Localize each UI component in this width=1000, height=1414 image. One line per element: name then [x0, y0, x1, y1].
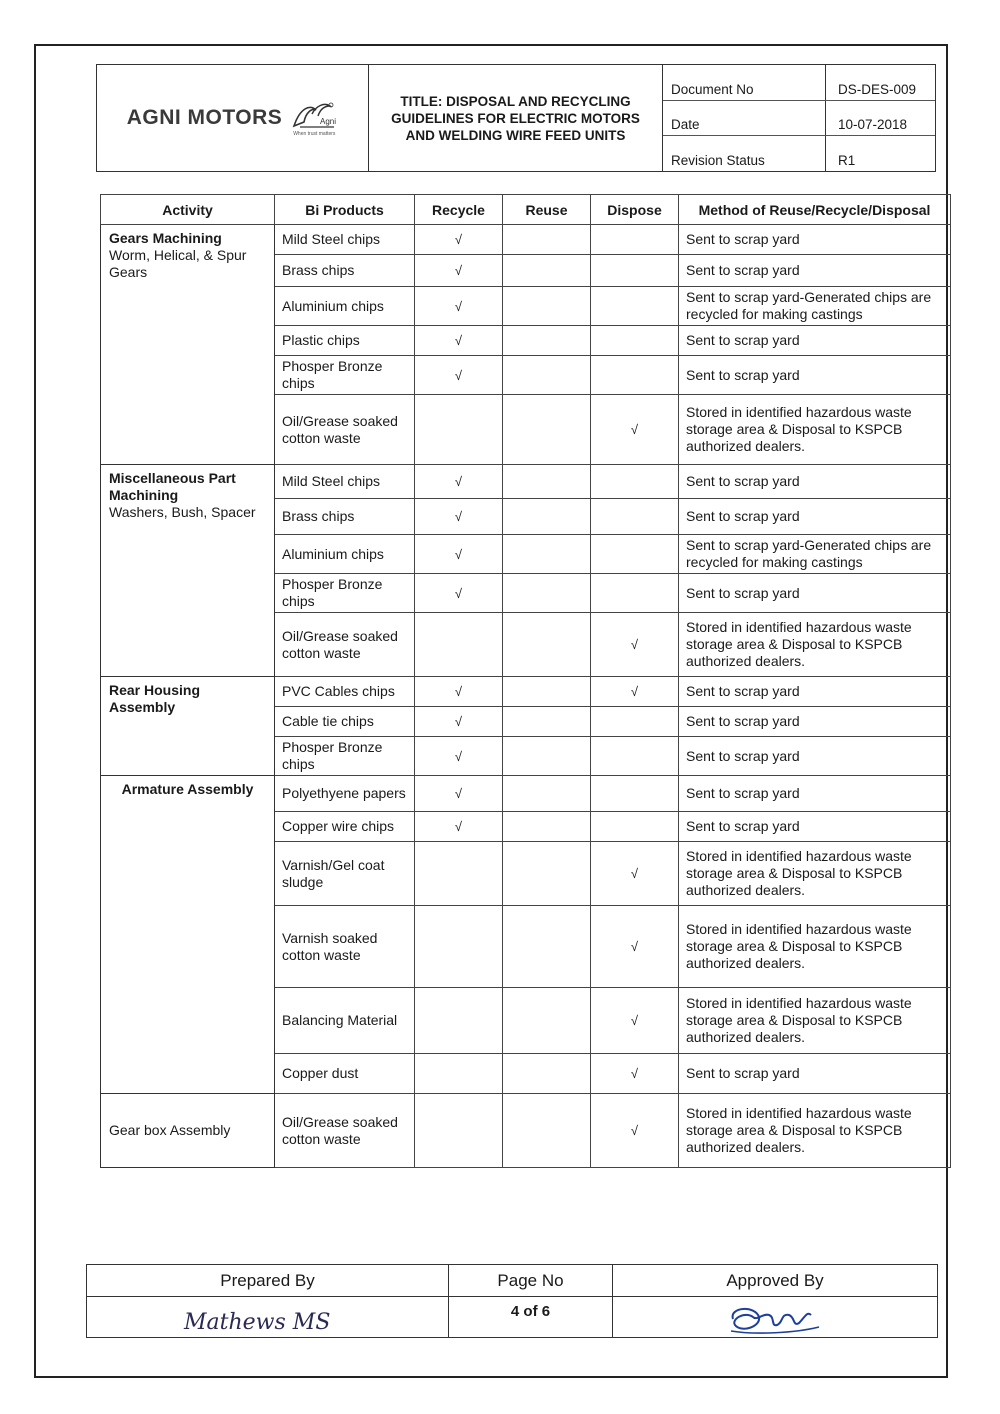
reuse-cell [503, 395, 591, 465]
page-no-value-area [449, 1297, 612, 1337]
reuse-cell [503, 677, 591, 707]
bi-product-cell: Varnish/Gel coat sludge [275, 842, 415, 906]
dispose-cell [591, 1054, 679, 1094]
meta-row-revision [663, 136, 935, 171]
meta-row-date [663, 101, 935, 137]
recycle-cell [415, 812, 503, 842]
check-mark-icon: √ [454, 546, 463, 562]
activity-cell [101, 465, 275, 677]
reuse-cell [503, 225, 591, 255]
method-cell: Sent to scrap yard [679, 499, 951, 535]
method-cell: Sent to scrap yard [679, 677, 951, 707]
page-no-label: Page No [449, 1265, 612, 1297]
dispose-cell [591, 287, 679, 326]
method-cell: Sent to scrap yard [679, 776, 951, 812]
recycle-cell [415, 356, 503, 395]
activity-cell [101, 225, 275, 465]
reuse-cell [503, 906, 591, 988]
method-cell: Stored in identified hazardous waste storage area & Disposal to KSPCB authorized dealers. [679, 988, 951, 1054]
dispose-cell [591, 1094, 679, 1168]
reuse-cell [503, 737, 591, 776]
check-mark-icon: √ [630, 866, 639, 881]
recycle-cell [415, 465, 503, 499]
dispose-cell [591, 499, 679, 535]
activity-title: Rear Housing Assembly [109, 682, 201, 715]
document-meta [663, 65, 935, 171]
check-mark-icon: √ [454, 474, 463, 489]
dispose-cell [591, 225, 679, 255]
check-mark-icon: √ [630, 1066, 639, 1081]
dispose-cell [591, 707, 679, 737]
activity-cell [101, 677, 275, 776]
method-cell: Stored in identified hazardous waste storage area & Disposal to KSPCB authorized dealers. [679, 906, 951, 988]
page-no-cell [449, 1265, 613, 1337]
meta-label: Revision Status [663, 136, 826, 171]
bi-product-cell: Balancing Material [275, 988, 415, 1054]
reuse-cell [503, 988, 591, 1054]
bi-product-cell: Aluminium chips [275, 535, 415, 574]
dispose-cell [591, 988, 679, 1054]
recycle-cell [415, 776, 503, 812]
check-mark-icon: √ [454, 263, 463, 278]
table-row [101, 677, 951, 707]
flame-logo-icon [290, 100, 338, 130]
method-cell: Sent to scrap yard [679, 574, 951, 613]
check-mark-icon: √ [454, 333, 463, 348]
bi-product-cell: Phosper Bronze chips [275, 574, 415, 613]
dispose-cell [591, 255, 679, 287]
column-header-method: Method of Reuse/Recycle/Disposal [679, 195, 951, 225]
check-mark-icon: √ [630, 1013, 639, 1028]
method-cell: Sent to scrap yard-Generated chips are recycled for making castings [679, 287, 951, 326]
reuse-cell [503, 574, 591, 613]
bi-product-cell: Brass chips [275, 255, 415, 287]
reuse-cell [503, 356, 591, 395]
method-cell: Sent to scrap yard [679, 812, 951, 842]
bi-product-cell: Polyethyene papers [275, 776, 415, 812]
logo-tagline: When trust matters [293, 130, 336, 137]
agni-logo-mark [290, 100, 338, 137]
dispose-cell [591, 812, 679, 842]
method-cell: Sent to scrap yard-Generated chips are recycled for making castings [679, 535, 951, 574]
reuse-cell [503, 812, 591, 842]
recycle-cell [415, 535, 503, 574]
prepared-by-signature-area [87, 1297, 448, 1337]
recycle-cell [415, 677, 503, 707]
dispose-cell [591, 842, 679, 906]
activity-title: Miscellaneous Part Machining [109, 470, 236, 503]
reuse-cell [503, 465, 591, 499]
approved-by-label: Approved By [613, 1265, 937, 1297]
dispose-cell [591, 677, 679, 707]
company-logo-cell [97, 65, 369, 171]
recycle-cell [415, 737, 503, 776]
dispose-cell [591, 356, 679, 395]
dispose-cell [591, 535, 679, 574]
method-cell: Sent to scrap yard [679, 737, 951, 776]
company-name: AGNI MOTORS [126, 106, 283, 129]
check-mark-icon: √ [454, 298, 463, 314]
bi-product-cell: Phosper Bronze chips [275, 737, 415, 776]
method-cell: Stored in identified hazardous waste storage area & Disposal to KSPCB authorized dealers. [679, 613, 951, 677]
recycle-cell [415, 255, 503, 287]
reuse-cell [503, 326, 591, 356]
reuse-cell [503, 535, 591, 574]
bi-product-cell: Mild Steel chips [275, 465, 415, 499]
method-cell: Stored in identified hazardous waste storage area & Disposal to KSPCB authorized dealers. [679, 395, 951, 465]
bi-product-cell: PVC Cables chips [275, 677, 415, 707]
table-row [101, 776, 951, 812]
recycle-cell [415, 707, 503, 737]
column-header-activity: Activity [101, 195, 275, 225]
activity-title: Armature Assembly [121, 781, 254, 797]
recycle-cell [415, 988, 503, 1054]
reuse-cell [503, 287, 591, 326]
method-cell: Sent to scrap yard [679, 465, 951, 499]
activity-subtitle: Gear box Assembly [109, 1122, 231, 1138]
method-cell: Sent to scrap yard [679, 326, 951, 356]
recycle-cell [415, 326, 503, 356]
reuse-cell [503, 1094, 591, 1168]
bi-product-cell: Oil/Grease soaked cotton waste [275, 613, 415, 677]
bi-product-cell: Plastic chips [275, 326, 415, 356]
recycle-cell [415, 613, 503, 677]
column-header-bi-products: Bi Products [275, 195, 415, 225]
activity-title: Gears Machining [109, 230, 222, 246]
bi-product-cell: Aluminium chips [275, 287, 415, 326]
check-mark-icon: √ [630, 684, 639, 699]
table-row [101, 225, 951, 255]
bi-product-cell: Oil/Grease soaked cotton waste [275, 395, 415, 465]
dispose-cell [591, 776, 679, 812]
method-cell: Sent to scrap yard [679, 356, 951, 395]
dispose-cell [591, 737, 679, 776]
bi-product-cell: Varnish soaked cotton waste [275, 906, 415, 988]
reuse-cell [503, 776, 591, 812]
table-row [101, 1094, 951, 1168]
check-mark-icon: √ [630, 939, 639, 954]
bi-product-cell: Phosper Bronze chips [275, 356, 415, 395]
recycle-cell [415, 906, 503, 988]
recycle-cell [415, 287, 503, 326]
bi-product-cell: Brass chips [275, 499, 415, 535]
meta-label: Document No [663, 65, 826, 100]
bi-product-cell: Cable tie chips [275, 707, 415, 737]
recycle-cell [415, 842, 503, 906]
check-mark-icon: √ [630, 422, 639, 437]
dispose-cell [591, 326, 679, 356]
approved-by-signature-area [613, 1297, 937, 1337]
activity-cell [101, 776, 275, 1094]
column-header-dispose: Dispose [591, 195, 679, 225]
prepared-signature-text: Mathews MS [183, 1310, 330, 1335]
check-mark-icon: √ [630, 1123, 639, 1138]
recycle-cell [415, 1054, 503, 1094]
approved-by-cell [613, 1265, 937, 1337]
dispose-cell [591, 395, 679, 465]
method-cell: Stored in identified hazardous waste storage area & Disposal to KSPCB authorized dealers. [679, 1094, 951, 1168]
document-date: 10-07-2018 [838, 117, 908, 133]
dispose-cell [591, 465, 679, 499]
document-header [96, 64, 936, 172]
table-body [101, 225, 951, 1168]
check-mark-icon: √ [454, 786, 463, 801]
disposal-table [100, 194, 951, 1168]
dispose-cell [591, 574, 679, 613]
reuse-cell [503, 499, 591, 535]
check-mark-icon: √ [454, 684, 463, 699]
method-cell: Sent to scrap yard [679, 1054, 951, 1094]
check-mark-icon: √ [454, 232, 463, 247]
activity-subtitle: Washers, Bush, Spacer [109, 504, 256, 520]
table-header-row [101, 195, 951, 225]
prepared-by-signature [168, 1303, 368, 1337]
recycle-cell [415, 395, 503, 465]
method-cell: Sent to scrap yard [679, 225, 951, 255]
column-header-recycle: Recycle [415, 195, 503, 225]
check-mark-icon: √ [454, 585, 463, 601]
check-mark-icon: √ [454, 748, 463, 764]
document-footer [86, 1264, 938, 1338]
check-mark-icon: √ [630, 637, 639, 652]
method-cell: Sent to scrap yard [679, 255, 951, 287]
page-number: 4 of 6 [510, 1303, 551, 1320]
reuse-cell [503, 613, 591, 677]
meta-label: Date [663, 101, 826, 136]
recycle-cell [415, 574, 503, 613]
meta-row-document-no [663, 65, 935, 101]
check-mark-icon: √ [454, 714, 463, 729]
method-cell: Stored in identified hazardous waste storage area & Disposal to KSPCB authorized dealers. [679, 842, 951, 906]
check-mark-icon: √ [454, 819, 463, 834]
reuse-cell [503, 255, 591, 287]
check-mark-icon: √ [454, 509, 463, 524]
activity-subtitle: Worm, Helical, & Spur Gears [109, 247, 247, 280]
dispose-cell [591, 906, 679, 988]
prepared-by-cell [87, 1265, 449, 1337]
column-header-reuse: Reuse [503, 195, 591, 225]
method-cell: Sent to scrap yard [679, 707, 951, 737]
reuse-cell [503, 1054, 591, 1094]
recycle-cell [415, 225, 503, 255]
table-row [101, 465, 951, 499]
recycle-cell [415, 499, 503, 535]
approved-by-signature-icon [715, 1303, 835, 1337]
bi-product-cell: Copper dust [275, 1054, 415, 1094]
logo-mark-text: Agni [320, 116, 337, 126]
reuse-cell [503, 842, 591, 906]
document-title: TITLE: DISPOSAL AND RECYCLING GUIDELINES FOR ELECTRIC MOTORS AND WELDING WIRE FEED UNITS [369, 65, 663, 171]
check-mark-icon: √ [454, 367, 463, 383]
prepared-by-label: Prepared By [87, 1265, 448, 1297]
revision-status: R1 [838, 153, 856, 169]
bi-product-cell: Mild Steel chips [275, 225, 415, 255]
document-number: DS-DES-009 [838, 81, 917, 97]
bi-product-cell: Oil/Grease soaked cotton waste [275, 1094, 415, 1168]
activity-cell [101, 1094, 275, 1168]
recycle-cell [415, 1094, 503, 1168]
reuse-cell [503, 707, 591, 737]
dispose-cell [591, 613, 679, 677]
bi-product-cell: Copper wire chips [275, 812, 415, 842]
